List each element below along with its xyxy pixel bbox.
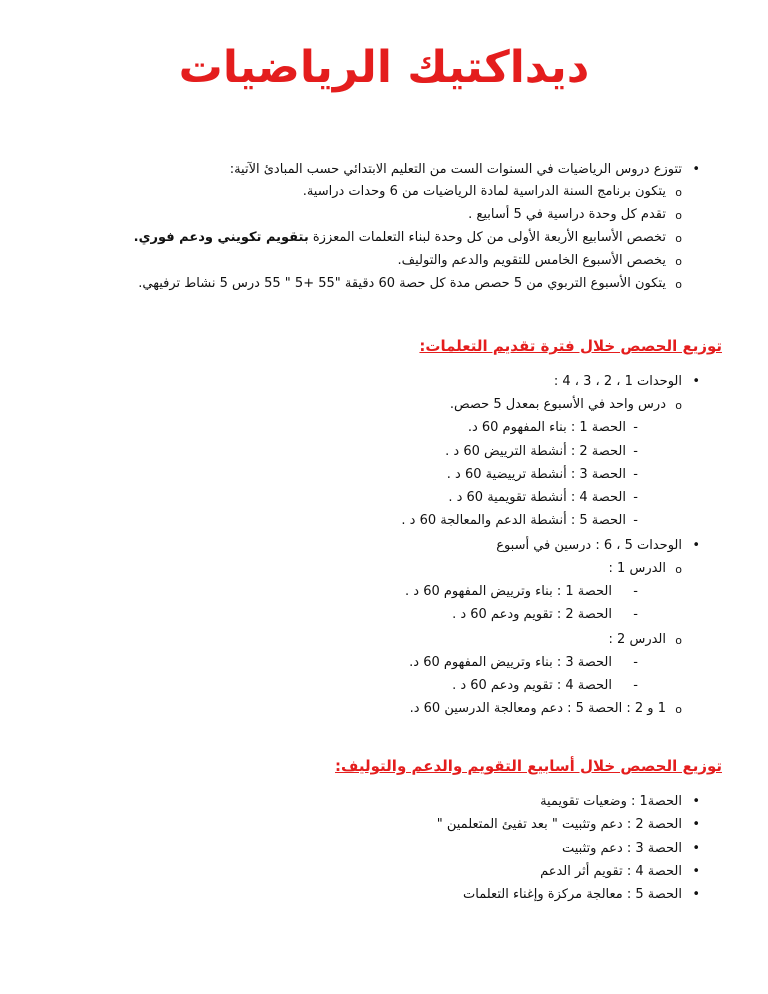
intro-item-1: o يتكون برنامج السنة الدراسية لمادة الرياضيات من 6 وحدات دراسية. — [303, 183, 666, 201]
circle-bullet-icon: o — [675, 563, 682, 576]
review-session-5: • الحصة 5 : معالجة مركزة وإغناء التعلمات — [463, 886, 682, 904]
dash-marker: - — [633, 607, 638, 622]
review-session-4: • الحصة 4 : تقويم أثر الدعم — [540, 863, 682, 881]
circle-bullet-icon: o — [675, 255, 682, 268]
lesson-2: o الدرس 2 : — [609, 631, 666, 649]
dash-marker: - — [633, 678, 638, 693]
review-session-3: • الحصة 3 : دعم وتثبيت — [562, 840, 682, 858]
page-title: ديداكتيك الرياضيات — [178, 42, 590, 93]
intro-item-2: o تقدم كل وحدة دراسية في 5 أسابيع . — [468, 206, 666, 224]
units-a: • الوحدات 1 ، 2 ، 3 ، 4 : — [554, 373, 682, 391]
intro-item-3-bold: بتقويم تكويني ودعم فوري. — [133, 230, 309, 245]
dash-marker: - — [633, 467, 638, 482]
lesson-2-session-3: - الحصة 3 : بناء وترييض المفهوم 60 د. — [409, 655, 638, 670]
dash-marker: - — [633, 490, 638, 505]
units-a-session-2: - الحصة 2 : أنشطة الترييض 60 د . — [445, 444, 638, 459]
dash-marker: - — [633, 444, 638, 459]
review-session-1: • الحصة1 : وضعيات تقويمية — [540, 793, 682, 811]
lesson-1: o الدرس 1 : — [609, 560, 666, 578]
circle-bullet-icon: o — [675, 232, 682, 245]
section2-heading: توزيع الحصص خلال أسابيع التقويم والدعم والتوليف: — [335, 757, 722, 775]
review-session-2: • الحصة 2 : دعم وتثبيت " بعد تفيئ المتعلمين " — [437, 816, 682, 834]
lesson-2-session-4: - الحصة 4 : تقويم ودعم 60 د . — [452, 678, 638, 693]
circle-bullet-icon: o — [675, 634, 682, 647]
dash-marker: - — [633, 584, 638, 599]
circle-bullet-icon: o — [675, 278, 682, 291]
circle-bullet-icon: o — [675, 186, 682, 199]
dash-marker: - — [633, 420, 638, 435]
units-a-session-5: - الحصة 5 : أنشطة الدعم والمعالجة 60 د . — [401, 513, 638, 528]
intro-lead: • تتوزع دروس الرياضيات في السنوات الست من التعليم الابتدائي حسب المبادئ الآتية: — [230, 161, 682, 179]
section1-heading: توزيع الحصص خلال فترة تقديم التعلمات: — [419, 337, 722, 355]
units-a-session-3: - الحصة 3 : أنشطة ترييضية 60 د . — [446, 467, 638, 482]
lesson-1-session-2: - الحصة 2 : تقويم ودعم 60 د . — [452, 607, 638, 622]
intro-item-4: o يخصص الأسبوع الخامس للتقويم والدعم والتوليف. — [398, 252, 666, 270]
lesson-1-session-1: - الحصة 1 : بناء وترييض المفهوم 60 د . — [405, 584, 638, 599]
dash-marker: - — [633, 655, 638, 670]
circle-bullet-icon: o — [675, 703, 682, 716]
intro-item-5: o يتكون الأسبوع التربوي من 5 حصص مدة كل حصة 60 دقيقة "55 +5 " 55 درس 5 نشاط ترفيهي. — [138, 275, 666, 293]
units-b: • الوحدات 5 ، 6 : درسين في أسبوع — [496, 537, 682, 555]
dash-marker: - — [633, 513, 638, 528]
circle-bullet-icon: o — [675, 399, 682, 412]
units-a-session-4: - الحصة 4 : أنشطة تقويمية 60 د . — [448, 490, 638, 505]
units-a-session-1: - الحصة 1 : بناء المفهوم 60 د. — [467, 420, 638, 435]
circle-bullet-icon: o — [675, 209, 682, 222]
units-a-sub: o درس واحد في الأسبوع بمعدل 5 حصص. — [450, 396, 666, 414]
intro-item-3: o تخصص الأسابيع الأربعة الأولى من كل وحدة لبناء التعلمات المعززة بتقويم تكويني ودعم فوري. — [134, 229, 666, 247]
lessons-both: o 1 و 2 : الحصة 5 : دعم ومعالجة الدرسين 60 د. — [410, 700, 666, 718]
